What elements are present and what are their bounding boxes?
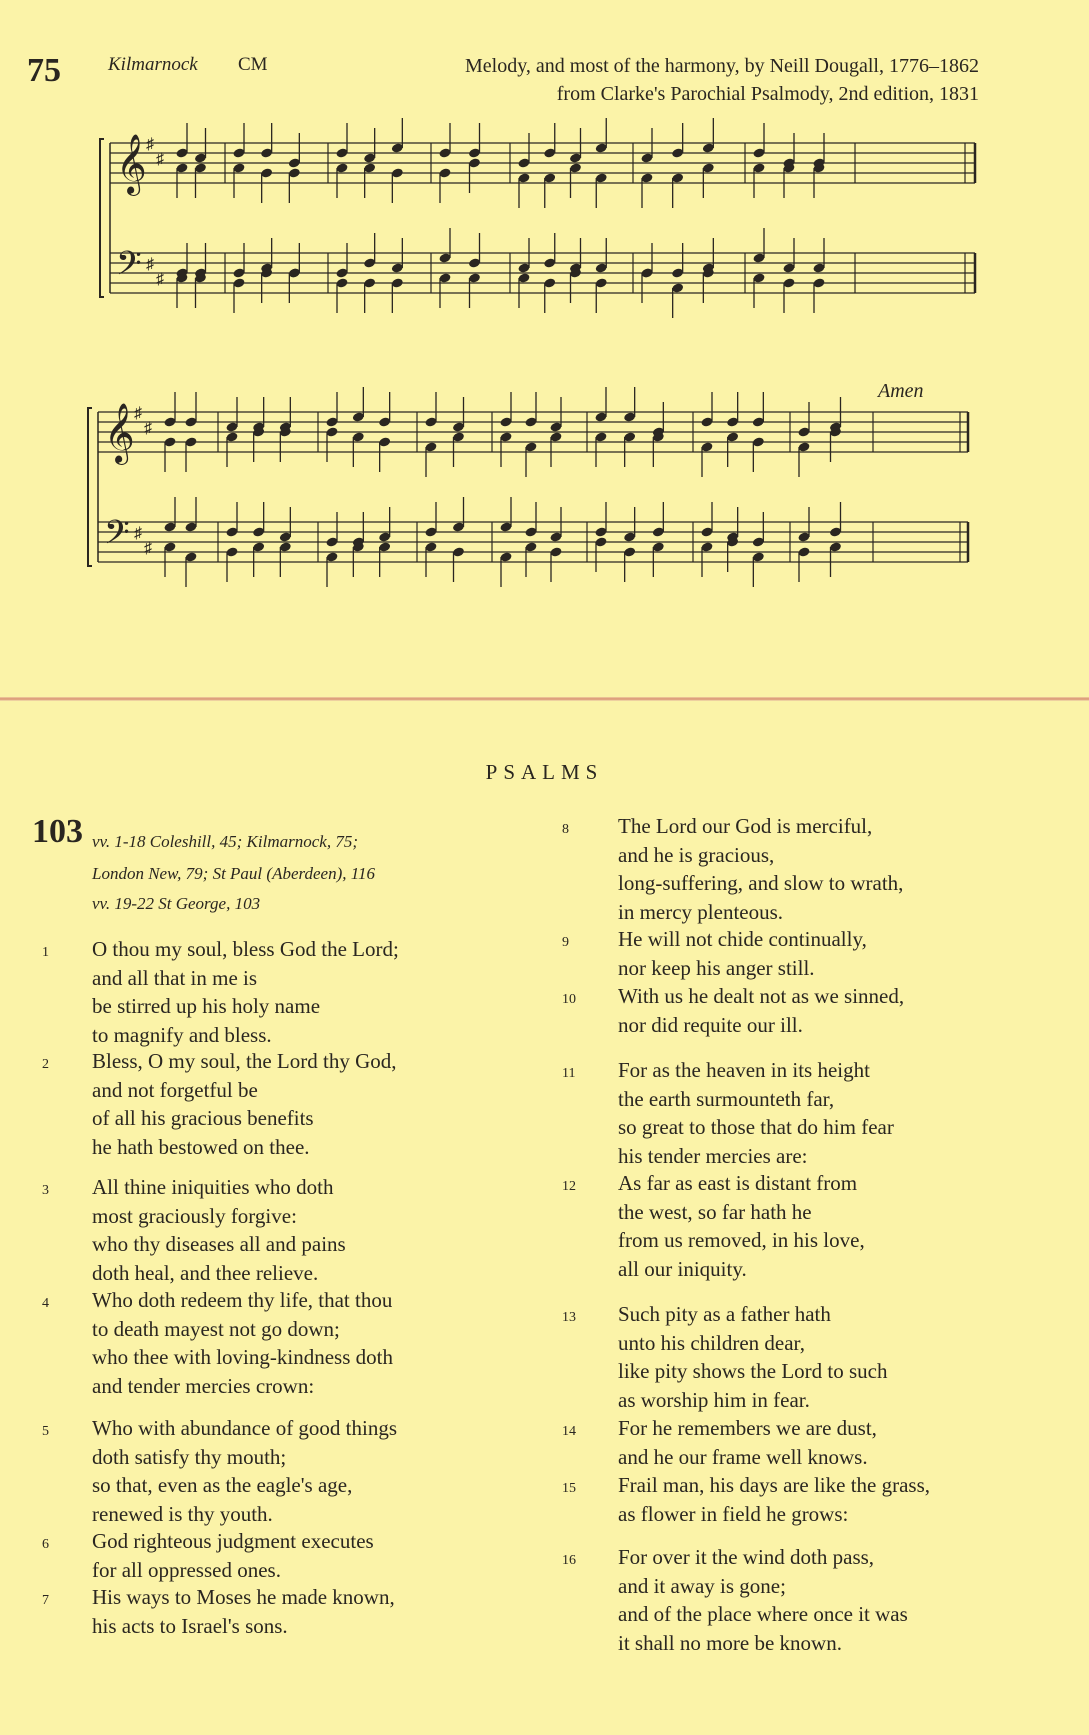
verse-line: of all his gracious benefits bbox=[92, 1106, 314, 1130]
verse-line: the west, so far hath he bbox=[618, 1199, 812, 1224]
verse-5 bbox=[42, 1414, 398, 1528]
tunes-line-1: vv. 1-18 Coleshill, 45; Kilmarnock, 75; bbox=[92, 832, 358, 851]
tunes-line-3: vv. 19-22 St George, 103 bbox=[92, 894, 261, 913]
psalm-number: 103 bbox=[32, 813, 83, 850]
verse-line: nor did requite our ill. bbox=[618, 1012, 803, 1037]
verse-line: his acts to Israel's sons. bbox=[92, 1613, 288, 1638]
verse-line: it shall no more be known. bbox=[618, 1630, 842, 1655]
verse-line: doth satisfy thy mouth; bbox=[92, 1444, 287, 1469]
amen-label: Amen bbox=[878, 380, 924, 402]
verse-line: nor keep his anger still. bbox=[618, 955, 815, 980]
tune-name: Kilmarnock bbox=[108, 54, 198, 75]
hymn-number: 75 bbox=[27, 52, 61, 89]
verse-number: 4 bbox=[42, 1296, 49, 1311]
verse-line: Frail man, his days are like the grass, bbox=[618, 1473, 931, 1497]
system-bracket bbox=[88, 408, 92, 566]
verse-number: 14 bbox=[562, 1424, 576, 1439]
verse-line: All thine iniquities who doth bbox=[92, 1175, 334, 1199]
music-system-1 bbox=[100, 118, 975, 318]
verse-11 bbox=[562, 1056, 894, 1170]
verse-7 bbox=[42, 1583, 395, 1640]
verse-8 bbox=[562, 812, 904, 926]
verse-line: so great to those that do him fear bbox=[618, 1115, 894, 1139]
verse-line: as flower in field he grows: bbox=[618, 1501, 849, 1526]
verse-line: Who with abundance of good things bbox=[92, 1416, 398, 1440]
verse-9 bbox=[562, 925, 867, 982]
verse-number: 13 bbox=[562, 1310, 576, 1325]
verse-line: and not forgetful be bbox=[92, 1077, 258, 1102]
sharp-icon: ♯ bbox=[146, 136, 154, 153]
verse-line: who thy diseases all and pains bbox=[92, 1232, 346, 1256]
verse-3 bbox=[42, 1173, 346, 1287]
verse-line: and he our frame well knows. bbox=[618, 1444, 868, 1469]
verse-number: 10 bbox=[562, 992, 576, 1007]
verse-number: 7 bbox=[42, 1593, 49, 1608]
verse-15 bbox=[562, 1471, 931, 1528]
verse-line: for all oppressed ones. bbox=[92, 1557, 281, 1582]
system-bracket bbox=[100, 139, 104, 297]
verse-line: in mercy plenteous. bbox=[618, 899, 784, 924]
verse-line: Such pity as a father hath bbox=[618, 1302, 831, 1326]
sharp-icon: ♯ bbox=[146, 256, 154, 273]
verse-line: The Lord our God is merciful, bbox=[618, 814, 873, 838]
attribution-line-2: from Clarke's Parochial Psalmody, 2nd edition, 1831 bbox=[556, 83, 979, 105]
sharp-icon: ♯ bbox=[134, 405, 142, 422]
verse-line: and it away is gone; bbox=[618, 1573, 786, 1598]
attribution-line-1: Melody, and most of the harmony, by Neill Dougall, 1776–1862 bbox=[464, 55, 979, 77]
verse-2 bbox=[42, 1047, 397, 1161]
verse-line: For over it the wind doth pass, bbox=[618, 1545, 875, 1569]
verse-line: For he remembers we are dust, bbox=[618, 1416, 877, 1440]
verse-10 bbox=[562, 982, 905, 1039]
sharp-icon: ♯ bbox=[156, 151, 164, 168]
music-score bbox=[0, 0, 1089, 640]
verse-16 bbox=[562, 1543, 908, 1657]
verse-line: O thou my soul, bless God the Lord; bbox=[92, 937, 399, 961]
verse-number: 12 bbox=[562, 1179, 576, 1194]
verse-line: to magnify and bless. bbox=[92, 1022, 272, 1047]
verse-line: be stirred up his holy name bbox=[92, 994, 321, 1018]
section-title: PSALMS bbox=[485, 760, 604, 784]
verse-line: all our iniquity. bbox=[618, 1256, 747, 1281]
bass-clef-icon: 𝄢 bbox=[104, 514, 130, 560]
verse-line: the earth surmounteth far, bbox=[618, 1086, 835, 1111]
verse-number: 11 bbox=[562, 1066, 576, 1081]
music-system-2 bbox=[88, 387, 968, 587]
verse-number: 8 bbox=[562, 822, 569, 837]
sharp-icon: ♯ bbox=[134, 525, 142, 542]
verse-line: from us removed, in his love, bbox=[618, 1228, 865, 1252]
verse-line: Bless, O my soul, the Lord thy God, bbox=[92, 1049, 397, 1073]
verse-line: and of the place where once it was bbox=[618, 1602, 908, 1626]
verse-line: and all that in me is bbox=[92, 965, 258, 990]
verse-line: to death mayest not go down; bbox=[92, 1316, 340, 1341]
verse-line: Who doth redeem thy life, that thou bbox=[92, 1288, 393, 1312]
verse-line: doth heal, and thee relieve. bbox=[92, 1260, 319, 1285]
verse-line: and tender mercies crown: bbox=[92, 1373, 315, 1398]
metre: CM bbox=[238, 54, 268, 75]
bass-clef-icon: 𝄢 bbox=[116, 245, 142, 291]
verse-4 bbox=[42, 1286, 393, 1400]
treble-clef-icon: 𝄞 bbox=[104, 403, 135, 463]
verse-line: most graciously forgive: bbox=[92, 1203, 297, 1228]
verse-line: As far as east is distant from bbox=[618, 1171, 858, 1195]
verse-line: He will not chide continually, bbox=[618, 927, 867, 951]
verse-line: long-suffering, and slow to wrath, bbox=[618, 871, 904, 895]
verse-line: as worship him in fear. bbox=[618, 1387, 810, 1412]
verse-line: his tender mercies are: bbox=[618, 1143, 808, 1168]
verse-line: God righteous judgment executes bbox=[92, 1529, 374, 1553]
verse-line: who thee with loving-kindness doth bbox=[92, 1345, 393, 1369]
verse-13 bbox=[562, 1300, 888, 1414]
sharp-icon: ♯ bbox=[156, 271, 164, 288]
verse-number: 9 bbox=[562, 935, 569, 950]
verse-number: 1 bbox=[42, 945, 49, 960]
verse-line: For as the heaven in its height bbox=[618, 1058, 870, 1082]
verse-line: His ways to Moses he made known, bbox=[92, 1585, 395, 1609]
verse-line: so that, even as the eagle's age, bbox=[92, 1473, 353, 1497]
verse-number: 5 bbox=[42, 1424, 49, 1439]
verse-number: 6 bbox=[42, 1537, 49, 1552]
verse-line: With us he dealt not as we sinned, bbox=[618, 984, 905, 1008]
verse-line: and he is gracious, bbox=[618, 842, 775, 867]
verse-number: 16 bbox=[562, 1553, 576, 1568]
sharp-icon: ♯ bbox=[144, 540, 152, 557]
sharp-icon: ♯ bbox=[144, 420, 152, 437]
verse-14 bbox=[562, 1414, 877, 1471]
verse-12 bbox=[562, 1169, 865, 1283]
verse-line: renewed is thy youth. bbox=[92, 1501, 273, 1526]
verse-number: 2 bbox=[42, 1057, 49, 1072]
verse-line: unto his children dear, bbox=[618, 1330, 805, 1355]
verse-1 bbox=[42, 935, 399, 1049]
treble-clef-icon: 𝄞 bbox=[116, 134, 147, 194]
verse-number: 15 bbox=[562, 1481, 576, 1496]
page-divider bbox=[0, 697, 1089, 701]
verse-line: like pity shows the Lord to such bbox=[618, 1359, 888, 1383]
verse-6 bbox=[42, 1527, 374, 1584]
verse-number: 3 bbox=[42, 1183, 49, 1198]
verse-line: he hath bestowed on thee. bbox=[92, 1134, 310, 1159]
tunes-line-2: London New, 79; St Paul (Aberdeen), 116 bbox=[92, 864, 375, 883]
